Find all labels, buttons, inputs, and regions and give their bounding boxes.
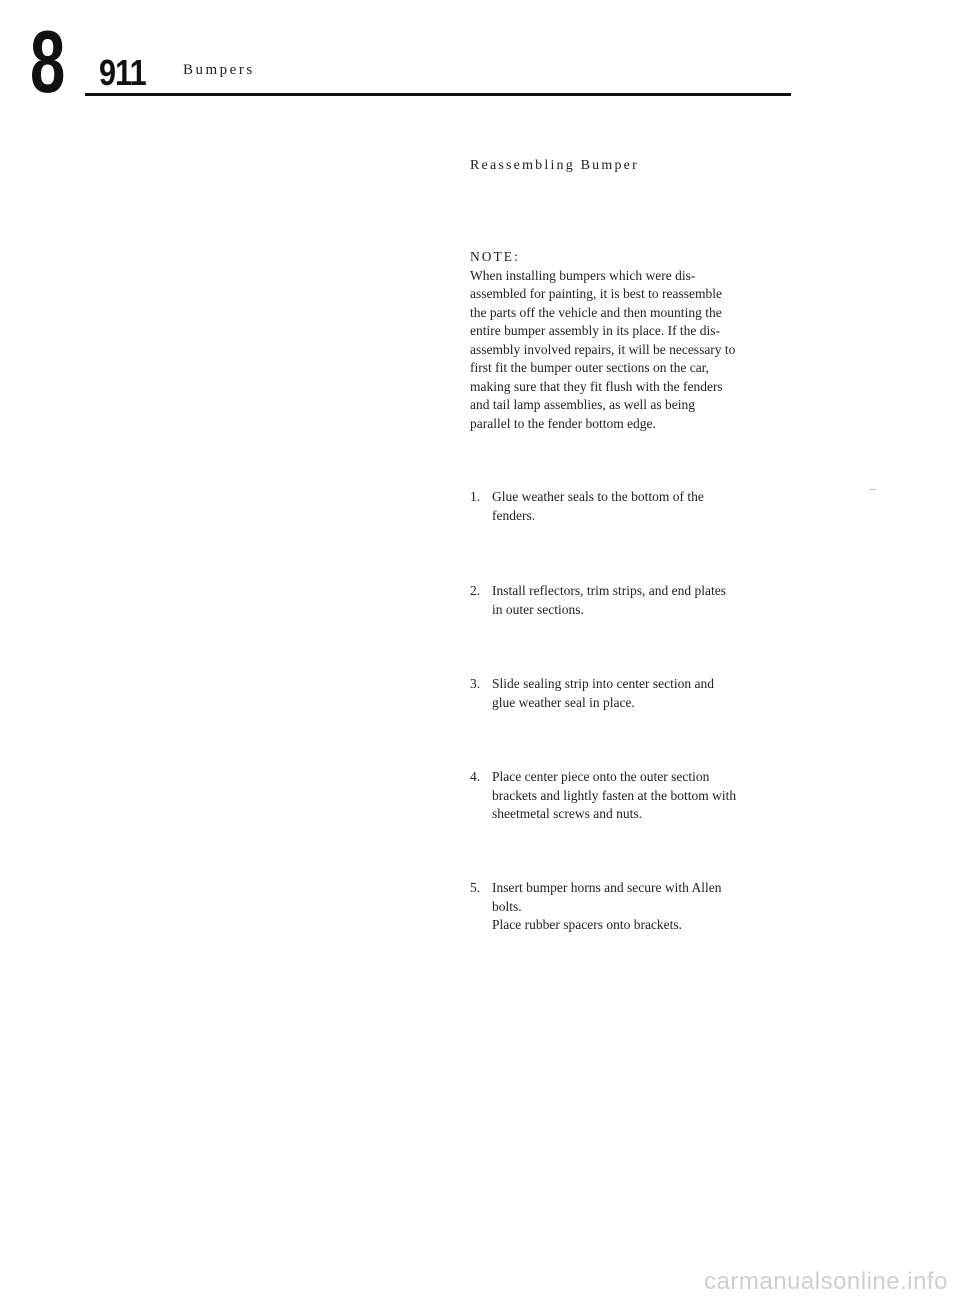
step-text: Install reflectors, trim strips, and end plates in outer sections. — [492, 583, 726, 617]
step-subtext: Place rubber spacers onto brackets. — [492, 917, 683, 932]
step-4 — [470, 768, 800, 824]
step-3 — [470, 675, 800, 712]
section-heading: Reassembling Bumper — [470, 158, 639, 173]
step-number: 5. — [470, 880, 481, 895]
margin-mark — [870, 489, 876, 490]
model-label: 911 — [99, 52, 146, 93]
step-number: 3. — [470, 676, 481, 691]
header-rule — [85, 93, 791, 96]
step-number: 4. — [470, 769, 481, 784]
step-5 — [470, 879, 800, 935]
step-number: 2. — [470, 583, 481, 598]
step-text: Glue weather seals to the bottom of the fenders. — [492, 489, 704, 523]
page-header — [0, 0, 960, 111]
note-label: NOTE: — [470, 249, 520, 264]
note-body: When installing bumpers which were dis- assembled for painting, it is best to reassemble the parts off the vehicle and then mounting the entire bumper assembly in its place. If the dis- assembly involved repairs, it will be necessary to first fit the bumper outer sections on the car, making sure that they fit flush with the fenders and tail lamp assemblies, as well as being parallel to the fender bottom edge. — [470, 267, 736, 431]
step-2 — [470, 582, 800, 619]
step-text: Slide sealing strip into center section and glue weather seal in place. — [492, 676, 714, 710]
step-text: Place center piece onto the outer section brackets and lightly fasten at the bottom with sheetmetal screws and nuts. — [492, 769, 737, 821]
watermark: carmanualsonline.info — [704, 1268, 948, 1295]
step-number: 1. — [470, 489, 481, 504]
step-1 — [470, 488, 800, 525]
section-number: 8 — [30, 12, 64, 111]
chapter-title: Bumpers — [183, 62, 255, 78]
note-block — [470, 248, 800, 433]
step-text: Insert bumper horns and secure with Allen bolts. — [492, 880, 722, 914]
